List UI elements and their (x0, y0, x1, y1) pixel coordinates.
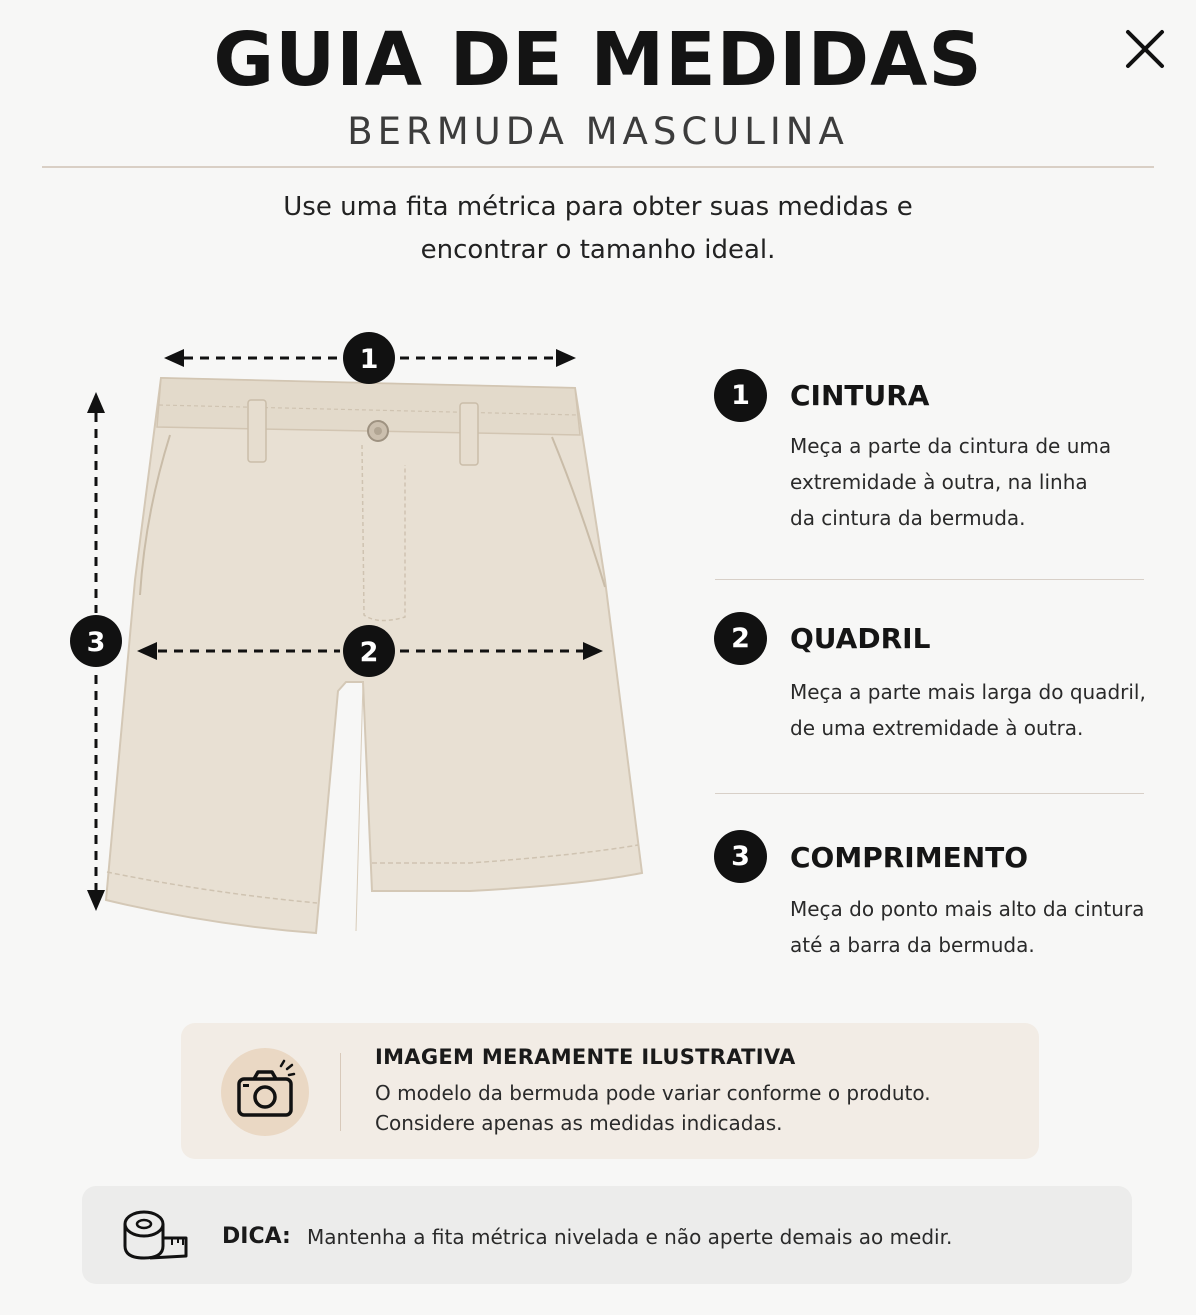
camera-icon (221, 1048, 309, 1136)
tip-label: DICA: (222, 1224, 291, 1249)
measure-title: QUADRIL (790, 622, 931, 655)
tip-banner (82, 1186, 1132, 1284)
tape-measure-icon (120, 1204, 192, 1266)
measure-description: Meça a parte mais larga do quadril, de uma extremidade à outra. (790, 680, 1146, 740)
close-icon (1118, 24, 1170, 76)
notice-line-2: Considere apenas as medidas indicadas. (375, 1111, 783, 1135)
notice-icon-badge (221, 1048, 309, 1136)
tip-text: Mantenha a fita métrica nivelada e não aperte demais ao medir. (307, 1225, 953, 1249)
notice-divider (340, 1053, 341, 1131)
measure-divider (715, 793, 1144, 794)
shorts-illustration (60, 325, 650, 955)
measure-description: Meça a parte da cintura de uma extremidade à outra, na linha da cintura da bermuda. (790, 434, 1112, 530)
close-button[interactable] (1118, 24, 1170, 76)
measure-number: 3 (714, 830, 767, 883)
intro-line-1: Use uma fita métrica para obter suas medidas e (283, 192, 913, 222)
measure-number: 2 (714, 612, 767, 665)
notice-title: IMAGEM MERAMENTE ILUSTRATIVA (375, 1045, 796, 1069)
measure-description: Meça do ponto mais alto da cintura até a barra da bermuda. (790, 897, 1145, 957)
svg-text:3: 3 (86, 627, 106, 658)
svg-text:1: 1 (359, 344, 379, 375)
notice-line-1: O modelo da bermuda pode variar conforme o produto. (375, 1081, 931, 1105)
intro-line-2: encontrar o tamanho ideal. (420, 235, 776, 265)
shorts-diagram (60, 325, 650, 955)
header-divider (42, 166, 1154, 168)
measure-title: COMPRIMENTO (790, 841, 1029, 874)
intro-text (0, 186, 1196, 272)
measure-divider (715, 579, 1144, 580)
svg-text:2: 2 (359, 637, 379, 668)
marker-length (70, 615, 122, 667)
measure-title: CINTURA (790, 379, 930, 412)
marker-hip (343, 625, 395, 677)
illustrative-notice (181, 1023, 1039, 1159)
page-title: GUIA DE MEDIDAS (213, 17, 983, 103)
page-subtitle: BERMUDA MASCULINA (347, 110, 849, 153)
marker-waist (343, 332, 395, 384)
measure-number: 1 (714, 369, 767, 422)
